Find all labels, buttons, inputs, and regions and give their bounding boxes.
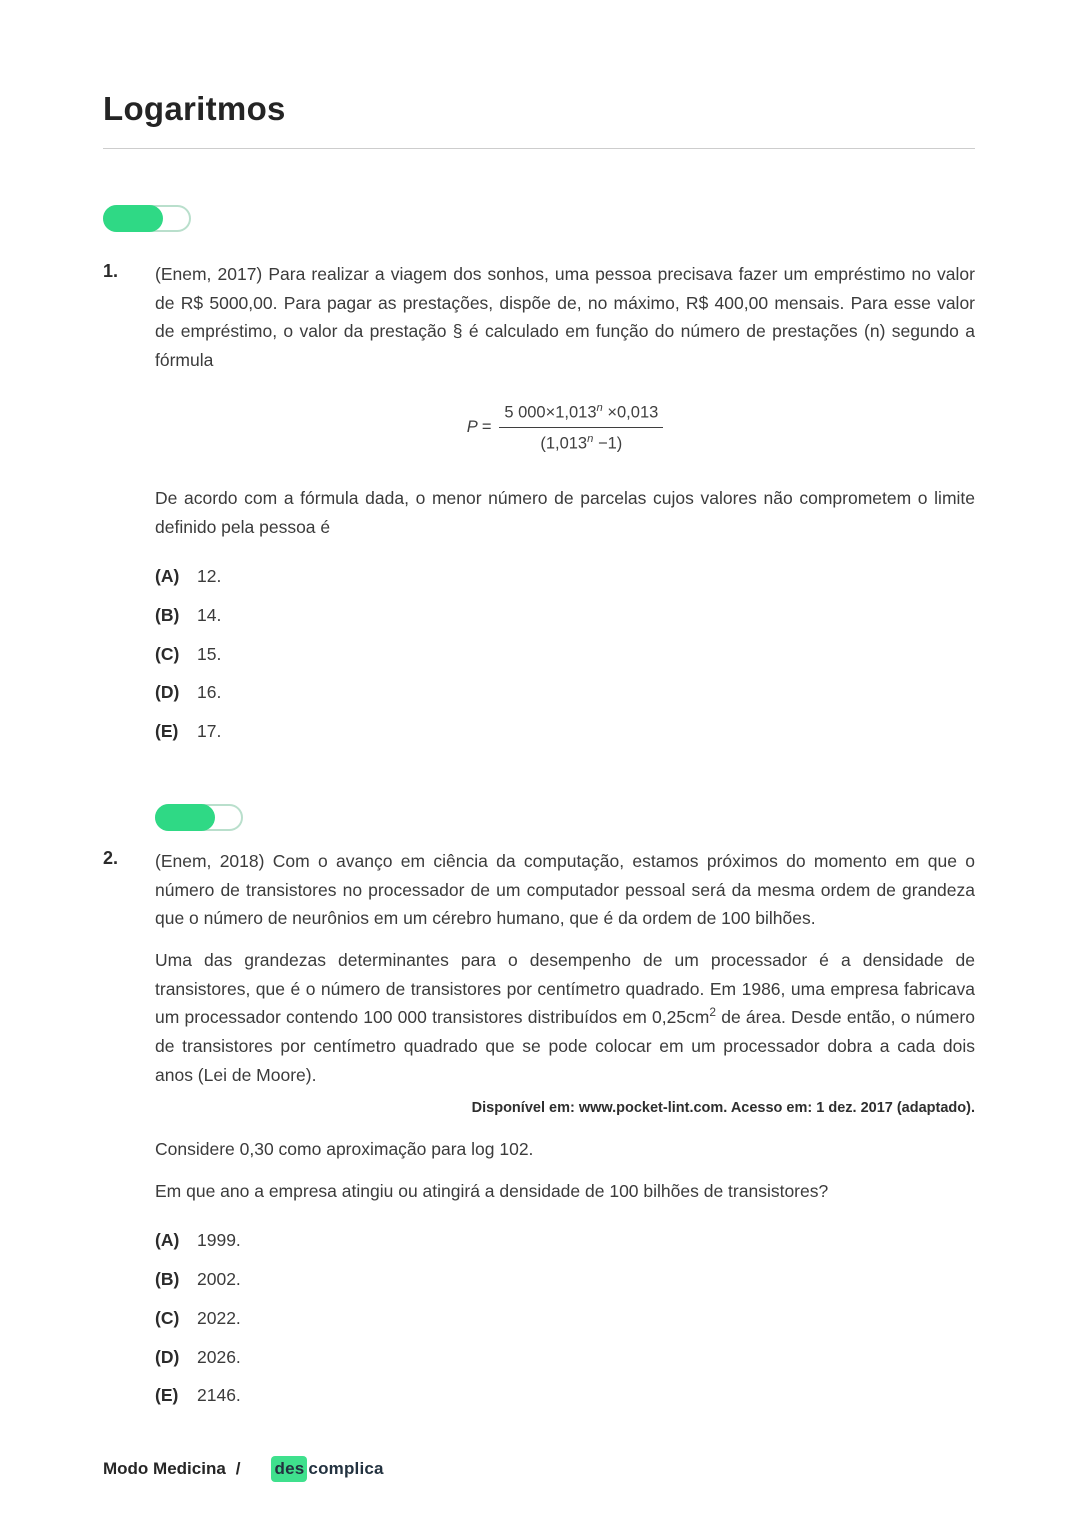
formula-lhs: P = — [466, 417, 492, 436]
option-letter: (D) — [155, 682, 180, 703]
formula-denominator — [499, 427, 663, 454]
difficulty-toggle-2[interactable] — [155, 804, 243, 831]
difficulty-toggle-1[interactable] — [103, 205, 191, 232]
question-1-number: 1. — [103, 261, 119, 281]
descomplica-logo — [271, 1456, 384, 1482]
question-1-body — [155, 260, 975, 756]
formula-den-exponent: n — [587, 432, 594, 445]
footer-slash: / — [235, 1458, 241, 1478]
question-2-paragraph-4: Em que ano a empresa atingiu ou atingirá a densidade de 100 bilhões de transistores? — [155, 1180, 829, 1201]
formula-numerator — [499, 401, 663, 427]
option-value: 12. — [197, 566, 222, 587]
option-letter: (C) — [155, 643, 180, 664]
option-value: 16. — [197, 682, 222, 703]
title-divider — [103, 148, 975, 149]
question-2-source-credit: Disponível em: www.pocket-lint.com. Acesso em: 1 dez. 2017 (adaptado). — [471, 1100, 975, 1117]
question-2-number: 2. — [103, 847, 119, 868]
formula-num-exponent: n — [596, 401, 603, 414]
question-1-formula — [155, 401, 975, 454]
footer — [103, 1456, 975, 1482]
question-1-option-d — [155, 678, 975, 707]
question-1 — [103, 260, 975, 756]
option-value: 15. — [197, 643, 222, 664]
question-2-paragraph-2 — [155, 946, 975, 1089]
question-2-option-a — [155, 1226, 975, 1255]
formula-num-a: 5 000×1,013 — [504, 403, 597, 422]
option-value: 1999. — [197, 1230, 241, 1251]
formula-den-a: (1,013 — [540, 434, 588, 453]
question-2-option-b — [155, 1265, 975, 1294]
toggle-knob-icon — [103, 205, 163, 232]
question-2-paragraph-1: (Enem, 2018) Com o avanço em ciência da computação, estamos próximos do momento em que o número de transistores no processador de um computador pessoal será da mesma ordem de grandeza que o número de neurônios em um cérebro humano, que é da ordem de 100 bilhões. — [155, 850, 975, 929]
question-2-body — [155, 847, 975, 1420]
question-1-option-b — [155, 601, 975, 630]
option-letter: (E) — [155, 1385, 179, 1406]
option-letter: (A) — [155, 1230, 180, 1251]
option-value: 14. — [197, 605, 222, 626]
question-1-options — [155, 562, 975, 745]
question-2-paragraph-3: Considere 0,30 como aproximação para log 102. — [155, 1139, 534, 1160]
option-letter: (B) — [155, 1269, 180, 1290]
question-2 — [103, 847, 975, 1420]
option-value: 17. — [197, 721, 222, 742]
question-2-option-e — [155, 1381, 975, 1410]
page-title: Logaritmos — [103, 90, 286, 127]
formula-fraction — [499, 401, 663, 454]
option-letter: (A) — [155, 566, 180, 587]
option-letter: (D) — [155, 1346, 180, 1367]
footer-brand-label: Modo Medicina — [103, 1458, 226, 1478]
question-1-outro: De acordo com a fórmula dada, o menor número de parcelas cujos valores não comprometem o limite definido pela pessoa é — [155, 488, 975, 537]
question-2-option-c — [155, 1304, 975, 1333]
descomplica-logo-mark: des — [271, 1456, 308, 1482]
option-letter: (C) — [155, 1307, 180, 1328]
question-1-option-c — [155, 640, 975, 669]
option-value: 2002. — [197, 1269, 241, 1290]
option-value: 2146. — [197, 1385, 241, 1406]
option-letter: (E) — [155, 721, 179, 742]
option-letter: (B) — [155, 605, 180, 626]
question-2-p2-part-a: Uma das grandezas determinantes para o desempenho de um processador é a densidade de transistores, que é o número de transistores por centímetro quadrado. Em 1986, uma empresa fabricava um processador contendo 100 000 transistores distribuídos em 0,25cm — [155, 949, 975, 1028]
descomplica-logo-text: complica — [308, 1458, 384, 1478]
question-1-option-a — [155, 562, 975, 591]
question-1-intro: (Enem, 2017) Para realizar a viagem dos sonhos, uma pessoa precisava fazer um empréstimo no valor de R$ 5000,00. Para pagar as prestações, dispõe de, no máximo, R$ 400,00 mensais. Para esse valor de empréstimo, o valor da prestação § é calculado em função do número de prestações (n) segundo a fórmula — [155, 264, 975, 371]
option-value: 2026. — [197, 1346, 241, 1367]
toggle-knob-icon — [155, 804, 215, 831]
question-2-options — [155, 1226, 975, 1409]
formula-num-b: ×0,013 — [602, 403, 659, 422]
formula-den-b: −1) — [593, 434, 623, 453]
option-value: 2022. — [197, 1307, 241, 1328]
question-1-option-e — [155, 717, 975, 746]
question-2-p2-exponent: 2 — [709, 1005, 717, 1020]
question-2-p2-part-b: de área. Desde então, o número de transistores por centímetro quadrado que se pode colocar em um processador dobra a cada dois anos (Lei de Moore). — [155, 1007, 975, 1085]
question-2-option-d — [155, 1343, 975, 1372]
